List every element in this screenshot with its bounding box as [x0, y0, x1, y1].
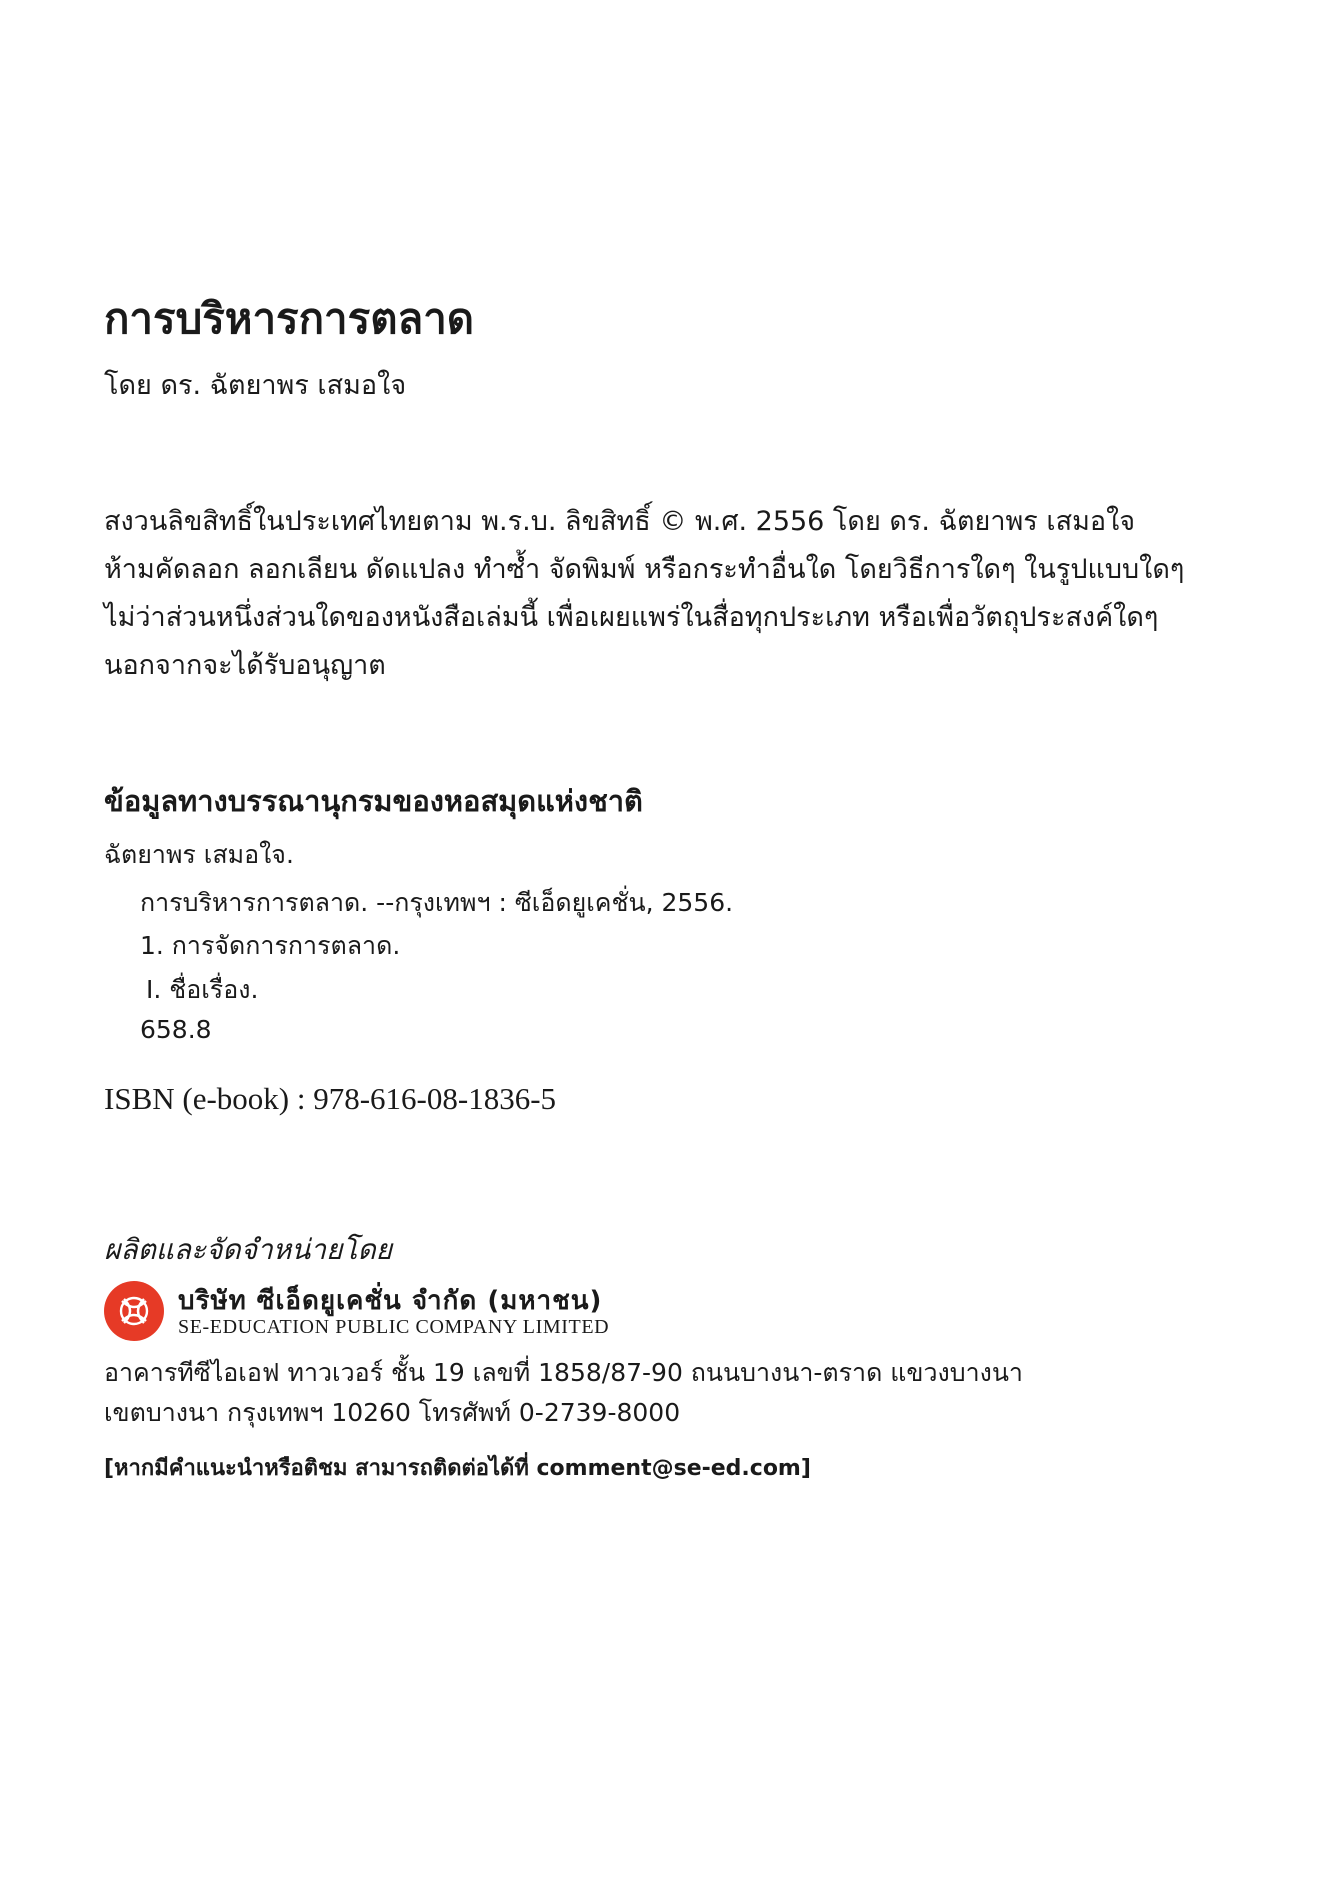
company-name-english: SE-EDUCATION PUBLIC COMPANY LIMITED — [178, 1316, 610, 1338]
cip-title-entry: I. ชื่อเรื่อง. — [146, 975, 259, 1004]
isbn: ISBN (e-book) : 978-616-08-1836-5 — [104, 1081, 557, 1116]
copyright-line: สงวนลิขสิทธิ์ในประเทศไทยตาม พ.ร.บ. ลิขสิทธิ์ © พ.ศ. 2556 โดย ดร. ฉัตยาพร เสมอใจ — [104, 506, 1136, 537]
cip-author: ฉัตยาพร เสมอใจ. — [104, 840, 294, 869]
publisher-address — [104, 1353, 1023, 1433]
address-line: อาคารทีซีไอเอฟ ทาวเวอร์ ชั้น 19 เลขที่ 1858/87-90 ถนนบางนา-ตราด แขวงบางนา — [104, 1358, 1023, 1387]
copyright-line: ห้ามคัดลอก ลอกเลียน ดัดแปลง ทำซ้ำ จัดพิมพ์ หรือกระทำอื่นใด โดยวิธีการใดๆ ในรูปแบบใดๆ — [104, 554, 1185, 585]
feedback-contact: [หากมีคำแนะนำหรือติชม สามารถติดต่อได้ที่ comment@se-ed.com] — [104, 1456, 811, 1481]
cip-classification: 658.8 — [140, 1015, 212, 1044]
book-author: โดย ดร. ฉัตยาพร เสมอใจ — [104, 370, 407, 401]
copyright-line: นอกจากจะได้รับอนุญาต — [104, 650, 386, 681]
cip-subject-line: 1. การจัดการการตลาด. — [140, 931, 401, 960]
book-title: การบริหารการตลาด — [104, 294, 475, 343]
copyright-notice — [104, 498, 1184, 690]
cip-heading: ข้อมูลทางบรรณานุกรมของหอสมุดแห่งชาติ — [104, 784, 643, 818]
address-line: เขตบางนา กรุงเทพฯ 10260 โทรศัพท์ 0-2739-8000 — [104, 1398, 681, 1427]
copyright-line: ไม่ว่าส่วนหนึ่งส่วนใดของหนังสือเล่มนี้ เพื่อเผยแพร่ในสื่อทุกประเภท หรือเพื่อวัตถุประสงค์ใดๆ — [104, 602, 1159, 633]
produced-by-label: ผลิตและจัดจำหน่ายโดย — [104, 1233, 393, 1266]
cip-title-line: การบริหารการตลาด. --กรุงเทพฯ : ซีเอ็ดยูเคชั่น, 2556. — [140, 888, 734, 917]
se-ed-knot-icon — [104, 1281, 164, 1341]
company-name-thai: บริษัท ซีเอ็ดยูเคชั่น จำกัด (มหาชน) — [178, 1286, 603, 1316]
